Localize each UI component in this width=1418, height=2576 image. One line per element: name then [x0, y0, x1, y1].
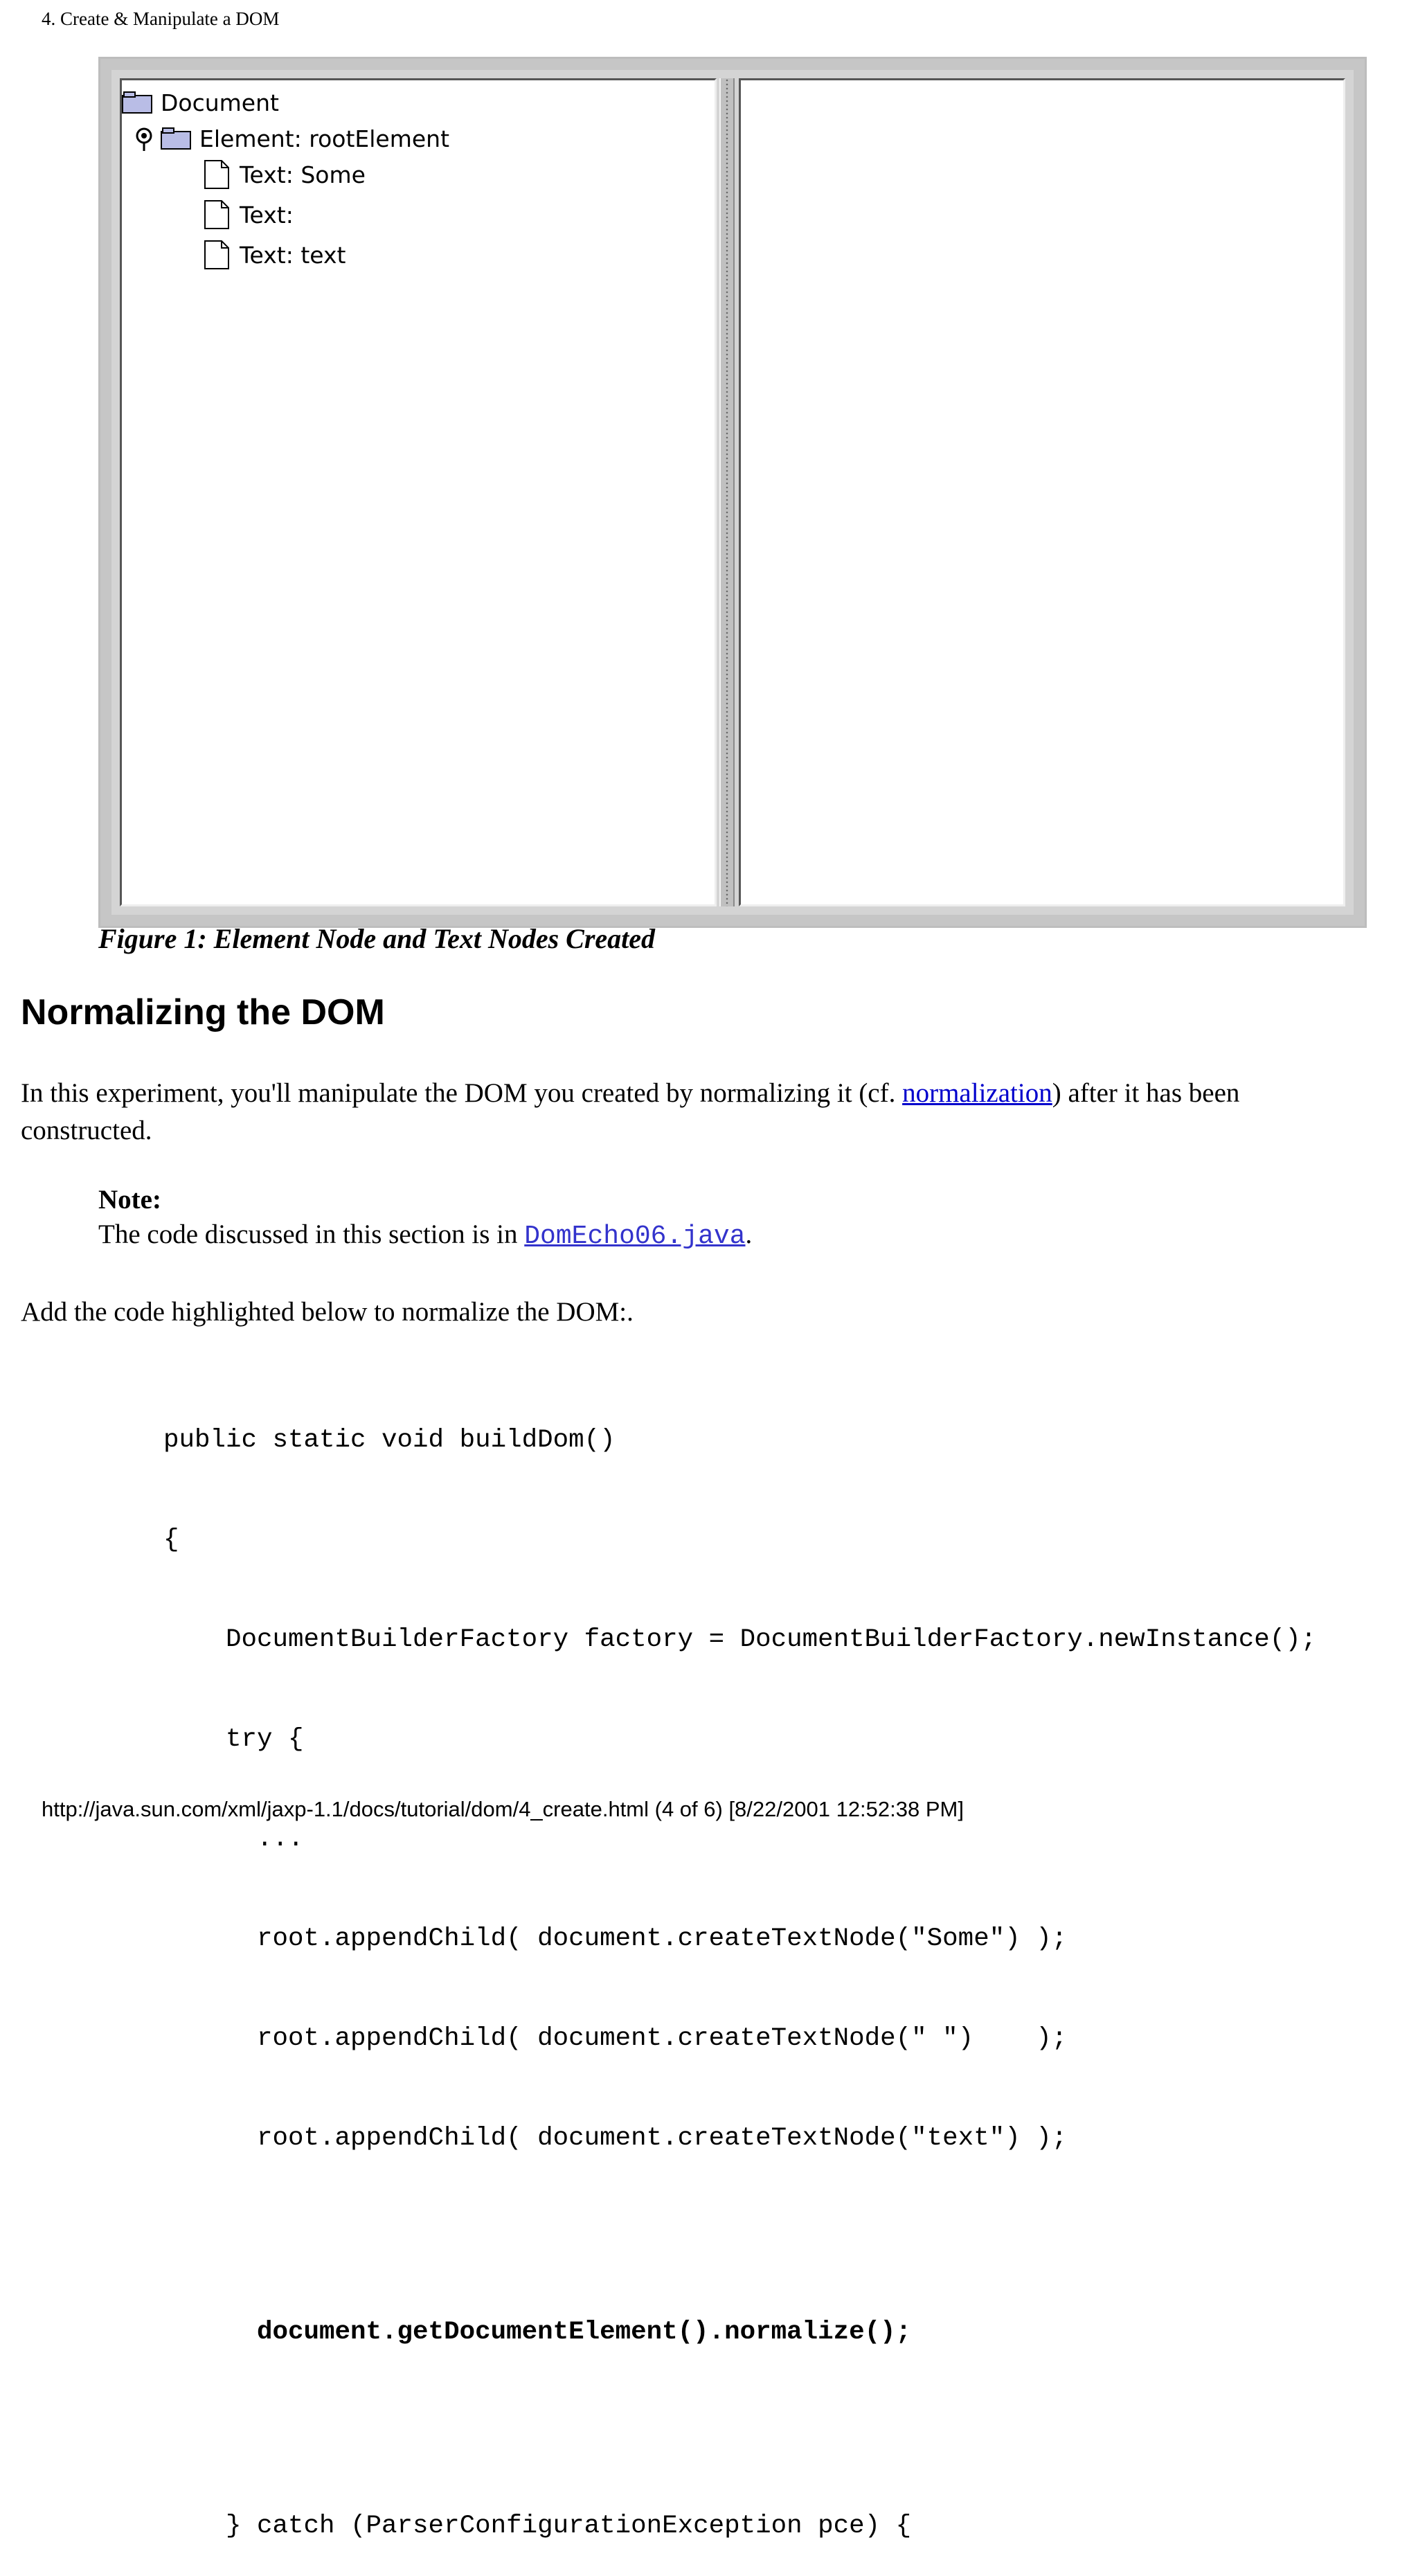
code-listing	[163, 1357, 1316, 2576]
document-icon	[204, 240, 230, 270]
tree-node-text[interactable]	[204, 198, 294, 231]
running-footer: http://java.sun.com/xml/jaxp-1.1/docs/tutorial/dom/4_create.html (4 of 6) [8/22/2001 12:52:38 PM]	[42, 1797, 964, 1821]
running-header: 4. Create & Manipulate a DOM	[42, 8, 280, 29]
code-line: {	[163, 1526, 179, 1555]
document-icon	[204, 199, 230, 230]
code-line: root.appendChild( document.createTextNode("text") );	[163, 2124, 1068, 2153]
instruction-paragraph: Add the code highlighted below to normalize the DOM:.	[21, 1297, 634, 1327]
tree-node-element[interactable]	[161, 122, 449, 155]
expand-handle-icon[interactable]	[134, 127, 154, 151]
detail-pane[interactable]	[739, 78, 1345, 906]
code-line: ...	[163, 1825, 304, 1854]
intro-paragraph: In this experiment, you'll manipulate the DOM you created by normalizing it (cf. normalization) after it has been constructed.	[21, 1078, 1240, 1145]
tree-node-label: Document	[161, 89, 279, 116]
figure-caption: Figure 1: Element Node and Text Nodes Created	[98, 923, 656, 954]
folder-icon	[161, 127, 191, 150]
tree-node-text[interactable]	[204, 158, 366, 191]
note-title: Note:	[98, 1185, 161, 1215]
code-line: try {	[163, 1725, 304, 1754]
code-line: DocumentBuilderFactory factory = DocumentBuilderFactory.newInstance();	[163, 1625, 1317, 1654]
tree-node-document[interactable]	[122, 86, 279, 119]
tree-pane[interactable]	[120, 78, 717, 906]
split-pane-window	[111, 70, 1354, 915]
tree-node-label: Text:	[240, 201, 294, 229]
code-line: public static void buildDom()	[163, 1426, 616, 1455]
code-line: root.appendChild( document.createTextNode(" ") );	[163, 2024, 1068, 2053]
note-block: Note: The code discussed in this section is in DomEcho06.java.	[98, 1183, 752, 1254]
code-highlighted-line: document.getDocumentElement().normalize();	[163, 2318, 912, 2347]
figure-screenshot	[98, 57, 1367, 928]
normalization-link[interactable]: normalization	[902, 1078, 1052, 1108]
document-icon	[204, 159, 230, 190]
domecho06-link[interactable]: DomEcho06.java	[524, 1222, 746, 1251]
tree-node-label: Element: rootElement	[199, 125, 450, 152]
tree-node-label: Text: Some	[240, 161, 366, 188]
code-line: } catch (ParserConfigurationException pce) {	[163, 2512, 912, 2541]
section-heading: Normalizing the DOM	[21, 992, 385, 1032]
folder-icon	[122, 91, 152, 114]
code-line: root.appendChild( document.createTextNode("Some") );	[163, 1924, 1068, 1953]
tree-node-label: Text: text	[240, 241, 346, 269]
split-pane-divider[interactable]	[719, 78, 735, 906]
tree-node-text[interactable]	[204, 238, 345, 271]
